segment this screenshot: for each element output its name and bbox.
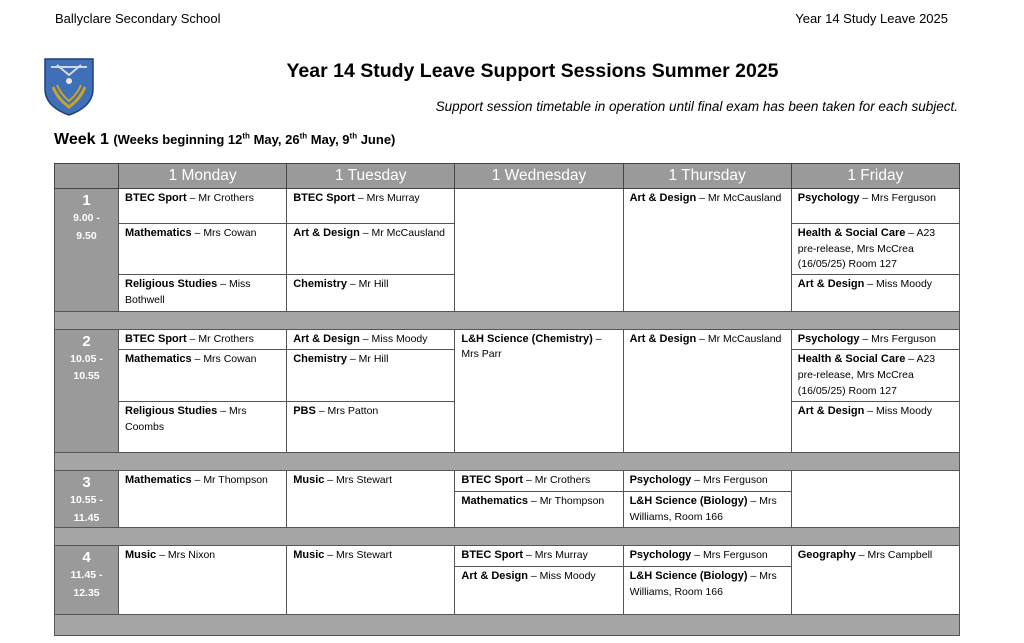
break-row (55, 527, 960, 545)
session-cell: Art & Design – Mr McCausland (623, 329, 791, 452)
session-cell: Art & Design – Miss Moody (287, 329, 455, 350)
session-cell: PBS – Mrs Patton (287, 401, 455, 452)
session-cell: BTEC Sport – Mr Crothers (119, 329, 287, 350)
session-cell: Psychology – Mrs Ferguson (791, 329, 959, 350)
document-label: Year 14 Study Leave 2025 (795, 11, 948, 26)
school-name: Ballyclare Secondary School (55, 11, 221, 26)
break-row (55, 614, 960, 635)
week-range: (Weeks beginning 12th May, 26th May, 9th June) (113, 131, 396, 147)
period-2-label: 2 10.05 - 10.55 (55, 329, 119, 452)
session-cell: Mathematics – Mr Thompson (455, 491, 623, 527)
session-cell: Mathematics – Mr Thompson (119, 470, 287, 527)
session-cell: Chemistry – Mr Hill (287, 275, 455, 311)
session-cell: L&H Science (Biology) – Mrs Williams, Room 166 (623, 491, 791, 527)
day-header-wednesday: 1 Wednesday (455, 164, 623, 189)
day-header-tuesday: 1 Tuesday (287, 164, 455, 189)
empty-cell (791, 470, 959, 527)
session-cell: L&H Science (Chemistry) – Mrs Parr (455, 329, 623, 452)
week-label: Week 1 (54, 131, 109, 148)
session-cell: Art & Design – Mr McCausland (287, 224, 455, 275)
timetable (54, 163, 960, 636)
page-subtitle: Support session timetable in operation until final exam has been taken for each subject. (435, 99, 958, 114)
school-crest-icon (43, 57, 95, 117)
corner-cell (55, 164, 119, 189)
session-cell: Health & Social Care – A23 pre-release, Mrs McCrea (16/05/25) Room 127 (791, 224, 959, 275)
session-cell: Geography – Mrs Campbell (791, 545, 959, 614)
period-1-label: 1 9.00 - 9.50 (55, 189, 119, 312)
session-cell: Chemistry – Mr Hill (287, 350, 455, 401)
period-3-label: 3 10.55 - 11.45 (55, 470, 119, 527)
page-title: Year 14 Study Leave Support Sessions Summer 2025 (286, 60, 779, 82)
session-cell: BTEC Sport – Mr Crothers (455, 470, 623, 491)
day-header-friday: 1 Friday (791, 164, 959, 189)
day-header-thursday: 1 Thursday (623, 164, 791, 189)
day-header-monday: 1 Monday (119, 164, 287, 189)
break-row (55, 311, 960, 329)
session-cell: Mathematics – Mrs Cowan (119, 350, 287, 401)
session-cell: Music – Mrs Nixon (119, 545, 287, 614)
session-cell: L&H Science (Biology) – Mrs Williams, Room 166 (623, 566, 791, 614)
session-cell: Religious Studies – Mrs Coombs (119, 401, 287, 452)
session-cell: Art & Design – Miss Moody (455, 566, 623, 614)
session-cell: Art & Design – Miss Moody (791, 275, 959, 311)
empty-cell (455, 189, 623, 312)
period-4-label: 4 11.45 - 12.35 (55, 545, 119, 614)
timetable-header-row (55, 164, 960, 189)
session-cell: Art & Design – Mr McCausland (623, 189, 791, 312)
break-row (55, 452, 960, 470)
session-cell: Health & Social Care – A23 pre-release, Mrs McCrea (16/05/25) Room 127 (791, 350, 959, 401)
session-cell: Mathematics – Mrs Cowan (119, 224, 287, 275)
session-cell: Religious Studies – Miss Bothwell (119, 275, 287, 311)
week-heading (54, 131, 395, 149)
session-cell: Psychology – Mrs Ferguson (791, 189, 959, 224)
session-cell: BTEC Sport – Mr Crothers (119, 189, 287, 224)
session-cell: Psychology – Mrs Ferguson (623, 545, 791, 566)
session-cell: BTEC Sport – Mrs Murray (287, 189, 455, 224)
session-cell: Music – Mrs Stewart (287, 470, 455, 527)
session-cell: Psychology – Mrs Ferguson (623, 470, 791, 491)
session-cell: Music – Mrs Stewart (287, 545, 455, 614)
session-cell: BTEC Sport – Mrs Murray (455, 545, 623, 566)
session-cell: Art & Design – Miss Moody (791, 401, 959, 452)
